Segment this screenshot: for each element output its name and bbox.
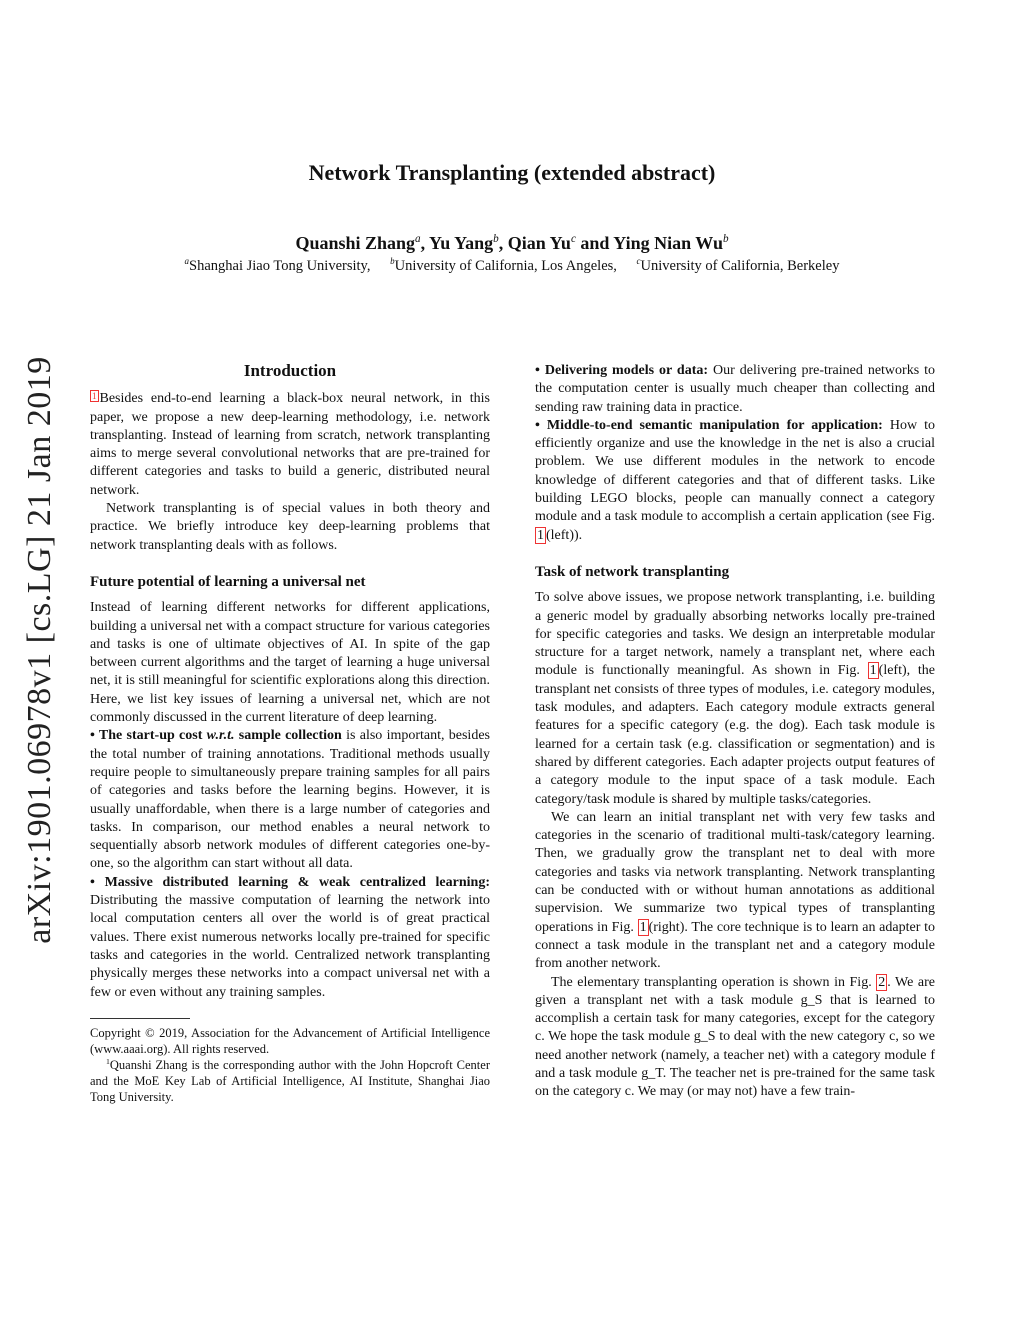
- footnote-divider: [90, 1018, 190, 1019]
- bullet-delivering-models: • Delivering models or data: Our delivering pre-trained networks to the computation center is usually much cheaper than collecting and sending raw training data in practice.: [535, 363, 935, 415]
- footnotes: [90, 1025, 490, 1105]
- author-name: Yu Yang: [428, 233, 494, 253]
- author-list: Quanshi Zhang$^a$, Yu Yang$^b$, Qian Yu$^c$ and Ying Nian Wu$^b$: [295, 233, 729, 253]
- affiliation: $^b$University of California, Los Angeles,: [390, 256, 617, 274]
- affiliation: $^a$Shanghai Jiao Tong University,: [184, 256, 371, 274]
- figure-ref-link[interactable]: 1: [639, 919, 647, 935]
- task-paragraph-2: We can learn an initial transplant net with very few tasks and categories in the scenario of traditional multi-task/category learning. Then, we gradually grow the transplant net to deal with more categories and tasks via network transplanting. Network transplanting can be conducted with or without human annotations as additional supervision. We summarize two typical types of transplanting operations in Fig. 1 (right). The core technique is to learn an adapter to connect a task module in the transplant net and a category module from another network.: [535, 809, 935, 972]
- bullet-startup-cost: • The start-up cost w.r.t. sample collection is also important, besides the total number of training annotations. Traditional methods usually require people to simultaneously prepare training samples for all pairs of categories and tasks before the learning begins. However, it is usually unaffordable, when there is a large number of categories and tasks. In comparison, our method enables a neural network to sequentially absorb network modules of different categories one-by-one, so the algorithm can start without all data.: [90, 728, 490, 872]
- left-column: [90, 362, 490, 1105]
- task-paragraph-1: To solve above issues, we propose network transplanting, i.e. building a generic model by gradually absorbing networks locally pre-trained for specific categories and tasks. We design an interpretable modular structure for a target network, namely a transplant net, where each module is functionally meaningful. As shown in Fig. 1 (left), the transplant net consists of three types of modules, i.e. category modules, task modules, and adapters. Each category module extracts general features for a specific category (e.g. the dog). Each task module is learned for a certain task (e.g. classification or segmentation) and is shared by different categories. Each adapter projects output features of a category module to the input space of a task module. Each category/task module is shared by multiple tasks/categories.: [535, 590, 935, 807]
- author-sup: a: [415, 233, 421, 245]
- future-paragraph: Instead of learning different networks for different applications, building a universal net with a compact structure for various categories and tasks is one of ultimate objectives of AI. In spite of the gap between current algorithms and the target of learning a huge universal net, it is still meaningful for scientific explorations along this direction. Here, we list key issues of learning a universal net, which are not commonly discussed in the current literature of deep learning.: [90, 600, 490, 726]
- figure-ref-link[interactable]: 1: [869, 663, 877, 679]
- author-name: Quanshi Zhang: [295, 233, 416, 253]
- author-sup: c: [570, 233, 576, 245]
- author-sup: b: [493, 233, 499, 245]
- figure-ref-link[interactable]: 2: [878, 974, 886, 990]
- paper-title: Network Transplanting (extended abstract): [308, 160, 716, 185]
- footnote-link[interactable]: 1: [92, 391, 97, 402]
- bullet-semantic-manipulation: • Middle-to-end semantic manipulation for application: How to efficiently organize and use the knowledge in the net is also a crucial problem. We use different modules in the network to encode knowledge of different categories and that of different tasks. Like building LEGO blocks, people can manually connect a category module and a task module to accomplish a certain application (see Fig. 1 (left)).: [535, 417, 935, 543]
- figure-ref-link[interactable]: 1: [537, 527, 544, 543]
- author-name: Qian Yu: [507, 233, 571, 253]
- author-name: Ying Nian Wu: [613, 233, 723, 253]
- right-column: [535, 362, 935, 1102]
- footnote-1: $^1$Quanshi Zhang is the corresponding author with the John Hopcroft Center and the MoE Key Lab of Artificial Intelligence, AI Institute, Shanghai Jiao Tong University.: [90, 1056, 490, 1104]
- copyright-notice: Copyright © 2019, Association for the Advancement of Artificial Intelligence (www.aaai.org). All rights reserved.: [90, 1025, 490, 1056]
- future-potential-heading: Future potential of learning a universal net: [90, 573, 366, 590]
- intro-paragraph-1: 1 Besides end-to-end learning a black-box neural network, in this paper, we propose a new deep-learning methodology, i.e. network transplanting. Instead of learning from scratch, network transplanting aims to merge several convolutional networks that are pre-trained for different categories and tasks to build a generic, distributed neural network.: [90, 391, 490, 498]
- task-paragraph-3: The elementary transplanting operation is shown in Fig. 2 . We are given a transplant net with a task module g_S that is learned to accomplish a certain task for many categories, except for the category c. We hope the task module g_S to deal with the new category c, so we need another network (namely, a teacher net) with a category module f and a task module g_T. The teacher net is pre-trained for the same task on the category c. We may (or may not) have a few train-: [535, 974, 935, 1100]
- arxiv-side-label: arXiv:1901.06978v1 [cs.LG] 21 Jan 2019: [21, 356, 58, 944]
- author-sup: b: [722, 233, 729, 245]
- introduction-heading: Introduction: [243, 361, 337, 380]
- affiliation-list: [0, 258, 1024, 275]
- intro-paragraph-2: Network transplanting is of special values in both theory and practice. We briefly introduce key deep-learning problems that network transplanting deals with as follows.: [90, 501, 490, 553]
- bullet-distributed-learning: • Massive distributed learning & weak centralized learning: Distributing the massive computation of learning the network into local computation centers all over the world is of great practical values. There exist numerous networks locally pre-trained for specific tasks and categories in the world. Centralized network transplanting physically merges these networks into a compact universal net with a few or even without any training samples.: [90, 874, 490, 1000]
- affiliation: $^c$University of California, Berkeley: [636, 256, 840, 274]
- task-heading: Task of network transplanting: [535, 563, 730, 580]
